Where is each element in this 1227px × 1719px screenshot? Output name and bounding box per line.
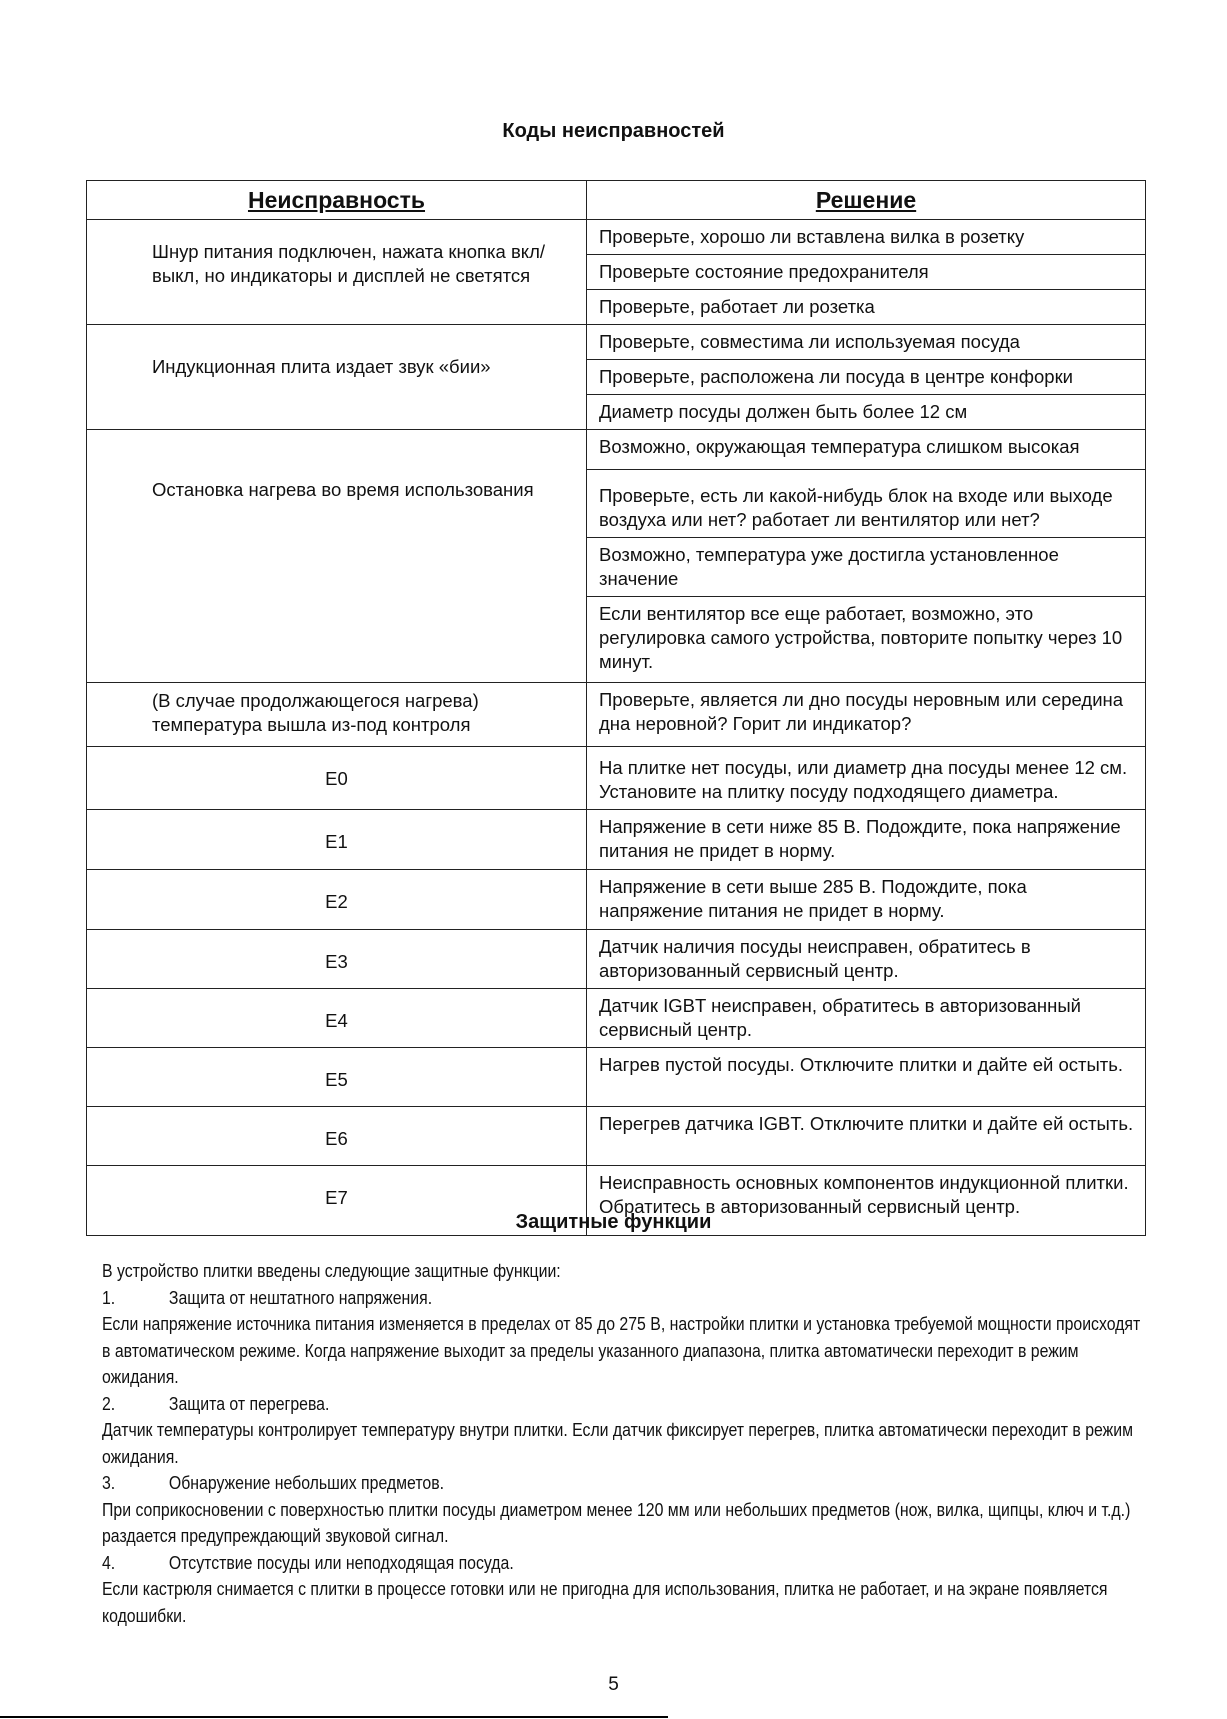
header-fault: Неисправность bbox=[87, 181, 587, 220]
fault-cell: Шнур питания подключен, нажата кнопка вкл/выкл, но индикаторы и дисплей не светятся bbox=[87, 220, 587, 325]
error-code-cell: E7 bbox=[87, 1166, 587, 1236]
item-heading: Защита от нештатного напряжения. bbox=[168, 1287, 433, 1308]
solution-cell: Проверьте, является ли дно посуды неровным или середина дна неровной? Горит ли индикатор? bbox=[587, 683, 1146, 747]
error-code-cell: E1 bbox=[87, 810, 587, 870]
item-number: 2. bbox=[102, 1393, 116, 1414]
protection-intro: В устройство плитки введены следующие защитные функции: bbox=[102, 1261, 561, 1281]
error-code-cell: E4 bbox=[87, 989, 587, 1048]
item-number: 4. bbox=[102, 1552, 116, 1573]
table-row bbox=[87, 1048, 1146, 1107]
table-row bbox=[87, 325, 1146, 360]
protection-item-heading bbox=[102, 1391, 1140, 1418]
solution-cell: Нагрев пустой посуды. Отключите плитки и дайте ей остыть. bbox=[587, 1048, 1146, 1107]
error-code-cell: E2 bbox=[87, 870, 587, 930]
solution-cell: Возможно, окружающая температура слишком высокая bbox=[587, 430, 1146, 470]
solution-cell: Если вентилятор все еще работает, возможно, это регулировка самого устройства, повторите попытку через 10 минут. bbox=[587, 597, 1146, 683]
table-row bbox=[87, 1107, 1146, 1166]
item-heading: Защита от перегрева. bbox=[168, 1393, 330, 1414]
fault-cell: (В случае продолжающегося нагрева) температура вышла из-под контроля bbox=[87, 683, 587, 747]
table-row bbox=[87, 747, 1146, 810]
table-row bbox=[87, 810, 1146, 870]
table-row bbox=[87, 683, 1146, 747]
solution-cell: Перегрев датчика IGBT. Отключите плитки и дайте ей остыть. bbox=[587, 1107, 1146, 1166]
protection-item-text: Если напряжение источника питания изменяется в пределах от 85 до 275 В, настройки плитки и установка требуемой мощности происходят в автоматическом режиме. Когда напряжение выходит за пределы указанного диапазона, плитка автоматически переходит в режим ожидания. bbox=[102, 1314, 1141, 1387]
protection-item-heading bbox=[102, 1550, 1140, 1577]
protection-item-heading bbox=[102, 1285, 1140, 1312]
item-number: 1. bbox=[102, 1287, 116, 1308]
fault-codes-table bbox=[86, 180, 1146, 1236]
error-code-cell: E6 bbox=[87, 1107, 587, 1166]
item-heading: Отсутствие посуды или неподходящая посуда. bbox=[168, 1552, 514, 1573]
solution-cell: Напряжение в сети выше 285 В. Подождите, пока напряжение питания не придет в норму. bbox=[587, 870, 1146, 930]
error-code-cell: E0 bbox=[87, 747, 587, 810]
protection-item-text: Датчик температуры контролирует температуру внутри плитки. Если датчик фиксирует перегрев, плитка автоматически переходит в режим ожидания. bbox=[102, 1420, 1134, 1467]
solution-cell: Проверьте, работает ли розетка bbox=[587, 290, 1146, 325]
protection-item-text: Если кастрюля снимается с плитки в процессе готовки или не пригодна для использования, плитка не работает, и на экране появляется кодошибки. bbox=[102, 1579, 1108, 1626]
solution-cell: На плитке нет посуды, или диаметр дна посуды менее 12 см. Установите на плитку посуду подходящего диаметра. bbox=[587, 747, 1146, 810]
item-heading: Обнаружение небольших предметов. bbox=[168, 1473, 445, 1493]
protection-title: Защитные функции bbox=[515, 1211, 712, 1233]
protection-section bbox=[102, 1258, 1140, 1629]
item-number: 3. bbox=[102, 1473, 116, 1493]
table-row bbox=[87, 930, 1146, 989]
solution-cell: Проверьте, совместима ли используемая посуда bbox=[587, 325, 1146, 360]
error-code-cell: E3 bbox=[87, 930, 587, 989]
page-title: Коды неисправностей bbox=[502, 120, 725, 142]
solution-cell: Проверьте, расположена ли посуда в центре конфорки bbox=[587, 360, 1146, 395]
table-row bbox=[87, 220, 1146, 255]
solution-cell: Датчик наличия посуды неисправен, обратитесь в авторизованный сервисный центр. bbox=[587, 930, 1146, 989]
solution-cell: Проверьте состояние предохранителя bbox=[587, 255, 1146, 290]
error-code-cell: E5 bbox=[87, 1048, 587, 1107]
solution-cell: Датчик IGBT неисправен, обратитесь в авторизованный сервисный центр. bbox=[587, 989, 1146, 1048]
table-row bbox=[87, 430, 1146, 470]
protection-item-heading bbox=[102, 1470, 1140, 1497]
fault-cell: Индукционная плита издает звук «бии» bbox=[87, 325, 587, 430]
solution-cell: Напряжение в сети ниже 85 В. Подождите, пока напряжение питания не придет в норму. bbox=[587, 810, 1146, 870]
solution-cell: Неисправность основных компонентов индукционной плитки. Обратитесь в авторизованный сервисный центр. bbox=[587, 1166, 1146, 1236]
header-solution: Решение bbox=[587, 181, 1146, 220]
solution-cell: Проверьте, есть ли какой-нибудь блок на входе или выходе воздуха или нет? работает ли вентилятор или нет? bbox=[587, 470, 1146, 538]
table-row bbox=[87, 989, 1146, 1048]
table-header-row bbox=[87, 181, 1146, 220]
solution-cell: Диаметр посуды должен быть более 12 см bbox=[587, 395, 1146, 430]
page-number: 5 bbox=[608, 1674, 619, 1695]
protection-item-text: При соприкосновении с поверхностью плитки посуды диаметром менее 120 мм или небольших предметов (нож, вилка, щипцы, ключ и т.д.) раздается предупреждающий звуковой сигнал. bbox=[102, 1499, 1131, 1546]
solution-cell: Проверьте, хорошо ли вставлена вилка в розетку bbox=[587, 220, 1146, 255]
footer-divider bbox=[0, 1716, 668, 1718]
table-row bbox=[87, 870, 1146, 930]
solution-cell: Возможно, температура уже достигла установленное значение bbox=[587, 538, 1146, 597]
fault-cell: Остановка нагрева во время использования bbox=[87, 430, 587, 683]
